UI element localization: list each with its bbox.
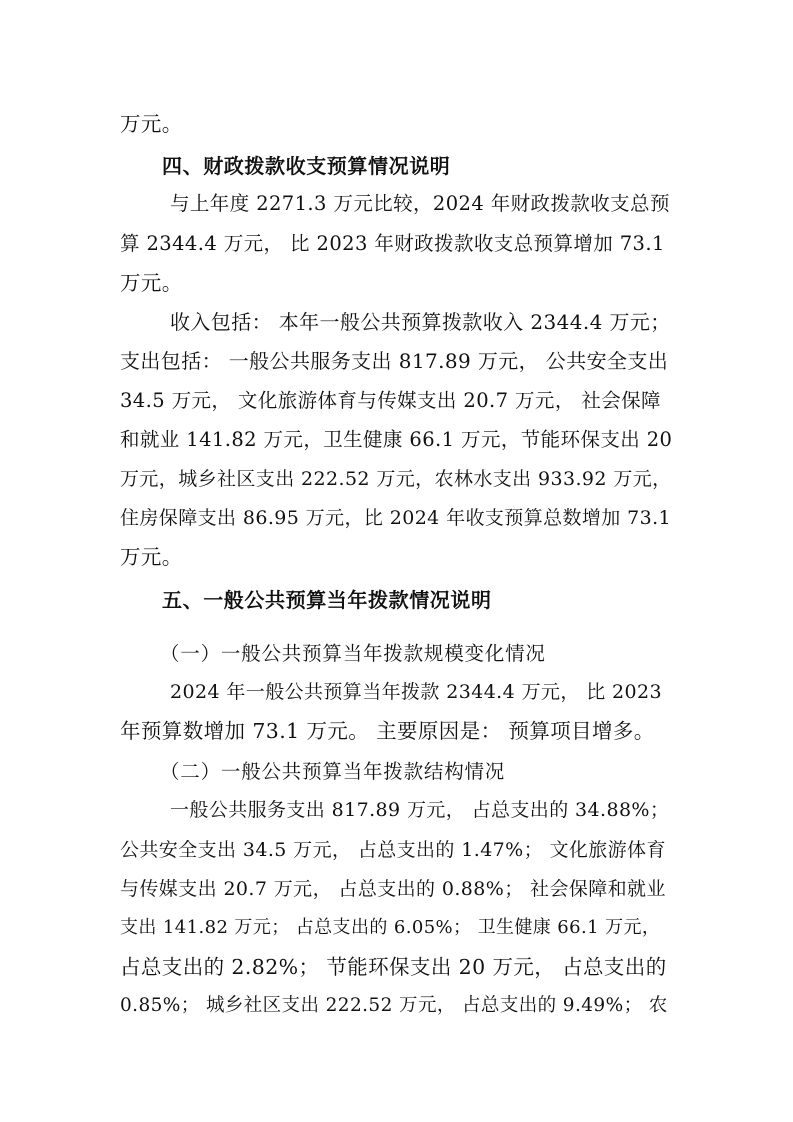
subsection-heading-2: （二）一般公共预算当年拨款结构情况	[160, 760, 506, 783]
paragraph-line: 2024 年一般公共预算当年拨款 2344.4 万元， 比 2023	[170, 681, 662, 703]
paragraph-line: 与传媒支出 20.7 万元， 占总支出的 0.88%； 社会保障和就业	[120, 878, 666, 900]
section-heading-4: 四、财政拨款收支预算情况说明	[162, 154, 451, 178]
paragraph-line: 万元。	[120, 112, 183, 136]
paragraph-line: 占总支出的 2.82%； 节能环保支出 20 万元， 占总支出的	[120, 955, 667, 979]
paragraph-line: 收入包括： 本年一般公共预算拨款收入 2344.4 万元；	[170, 310, 671, 334]
paragraph-line: 万元。	[120, 545, 183, 569]
paragraph-line: 住房保障支出 86.95 万元，比 2024 年收支预算总数增加 73.1	[120, 507, 672, 529]
subsection-heading-1: （一）一般公共预算当年拨款规模变化情况	[160, 642, 546, 665]
paragraph-line: 万元，城乡社区支出 222.52 万元，农林水支出 933.92 万元，	[120, 468, 672, 490]
paragraph-line: 0.85%； 城乡社区支出 222.52 万元， 占总支出的 9.49%； 农	[120, 995, 668, 1016]
paragraph-line: 年预算数增加 73.1 万元。 主要原因是： 预算项目增多。	[120, 719, 655, 743]
paragraph-line: 公共安全支出 34.5 万元， 占总支出的 1.47%； 文化旅游体育	[120, 839, 666, 861]
paragraph-line: 一般公共服务支出 817.89 万元， 占总支出的 34.88%；	[170, 799, 670, 821]
line-text: 与上年度 2271.3 万元比较，2024 年财政拨款收支总预	[170, 192, 670, 215]
section-heading-5: 五、一般公共预算当年拨款情况说明	[162, 588, 492, 612]
paragraph-line: 算 2344.4 万元， 比 2023 年财政拨款收支总预算增加 73.1	[120, 232, 665, 255]
paragraph-line	[170, 190, 672, 218]
paragraph-line: 支出 141.82 万元； 占总支出的 6.05%； 卫生健康 66.1 万元，	[120, 917, 661, 938]
paragraph-line: 支出包括： 一般公共服务支出 817.89 万元， 公共安全支出	[120, 349, 669, 373]
paragraph-line: 万元。	[120, 271, 183, 295]
paragraph-line: 和就业 141.82 万元，卫生健康 66.1 万元，节能环保支出 20	[120, 428, 673, 451]
paragraph-line: 34.5 万元， 文化旅游体育与传媒支出 20.7 万元， 社会保障	[120, 389, 661, 412]
